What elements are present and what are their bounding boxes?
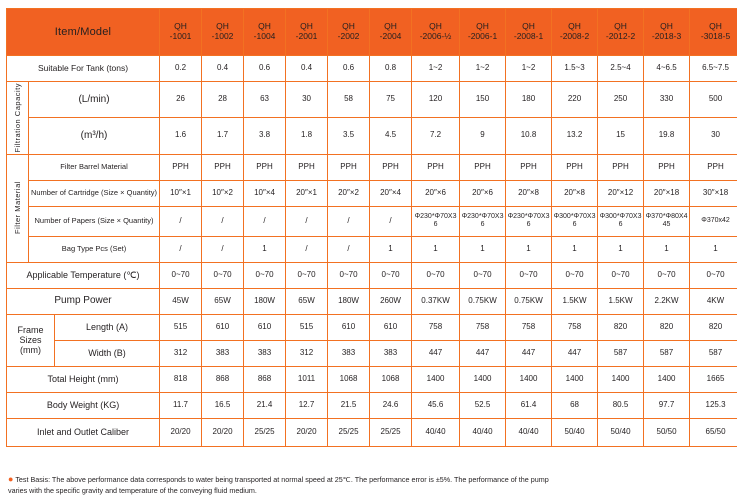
cell-value: 4.5 bbox=[370, 118, 412, 154]
cell-value: 120 bbox=[412, 82, 460, 118]
cell-value: 1 bbox=[244, 236, 286, 262]
cell-value: 20″×1 bbox=[286, 180, 328, 206]
cell-value: 820 bbox=[644, 314, 690, 340]
cell-value: 6.5~7.5 bbox=[690, 56, 737, 82]
header-model-11 bbox=[598, 9, 644, 56]
cell-value: 12.7 bbox=[286, 392, 328, 418]
cell-value: PPH bbox=[412, 154, 460, 180]
cell-value: 30 bbox=[286, 82, 328, 118]
cell-value: / bbox=[244, 206, 286, 236]
cell-value: 587 bbox=[598, 340, 644, 366]
cell-value: 0~70 bbox=[598, 262, 644, 288]
cell-value: 312 bbox=[160, 340, 202, 366]
cell-value: PPH bbox=[506, 154, 552, 180]
cell-value: 1.6 bbox=[160, 118, 202, 154]
model-line2: -1002 bbox=[211, 31, 234, 41]
cell-value: / bbox=[328, 236, 370, 262]
cell-value: 1011 bbox=[286, 366, 328, 392]
table-row-inlet-outlet-caliber bbox=[7, 418, 737, 446]
cell-value: 1068 bbox=[328, 366, 370, 392]
cell-value: 610 bbox=[202, 314, 244, 340]
cell-value: Φ230*Φ70X36 bbox=[506, 206, 552, 236]
cell-value: / bbox=[202, 206, 244, 236]
footnote bbox=[8, 475, 724, 496]
cell-value: / bbox=[286, 206, 328, 236]
table-row-length bbox=[7, 314, 737, 340]
cell-value: 1 bbox=[644, 236, 690, 262]
header-row bbox=[7, 9, 737, 56]
cell-value: 20″×8 bbox=[552, 180, 598, 206]
header-model-4 bbox=[286, 9, 328, 56]
cell-value: 24.6 bbox=[370, 392, 412, 418]
row-label-m3h: (m³/h) bbox=[29, 118, 160, 154]
cell-value: 20″×6 bbox=[460, 180, 506, 206]
cell-value: 447 bbox=[506, 340, 552, 366]
header-model-5 bbox=[328, 9, 370, 56]
model-line1: QH bbox=[216, 21, 229, 32]
row-label-pump-power: Pump Power bbox=[7, 288, 160, 314]
cell-value: 868 bbox=[202, 366, 244, 392]
cell-value: 250 bbox=[598, 82, 644, 118]
header-model-13 bbox=[690, 9, 737, 56]
model-line1: QH bbox=[258, 21, 271, 32]
cell-value: 63 bbox=[244, 82, 286, 118]
cell-value: 1 bbox=[690, 236, 737, 262]
cell-value: 1400 bbox=[598, 366, 644, 392]
cell-value: 68 bbox=[552, 392, 598, 418]
cell-value: / bbox=[160, 236, 202, 262]
model-line2: -1001 bbox=[169, 31, 192, 41]
row-label-number-of-cartridge: Number of Cartridge (Size × Quantity) bbox=[29, 180, 160, 206]
cell-value: 19.8 bbox=[644, 118, 690, 154]
model-line1: QH bbox=[660, 21, 673, 32]
table-row-filter-barrel-material bbox=[7, 154, 737, 180]
row-label-applicable-temperature: Applicable Temperature (℃) bbox=[7, 262, 160, 288]
cell-value: 0~70 bbox=[552, 262, 598, 288]
cell-value: 20/20 bbox=[160, 418, 202, 446]
cell-value: 20″×18 bbox=[644, 180, 690, 206]
cell-value: 1.5KW bbox=[552, 288, 598, 314]
cell-value: PPH bbox=[370, 154, 412, 180]
table-row-suitable-tank bbox=[7, 56, 737, 82]
cell-value: 0~70 bbox=[202, 262, 244, 288]
header-model-8 bbox=[460, 9, 506, 56]
model-line1: QH bbox=[174, 21, 187, 32]
table-row-number-of-cartridge bbox=[7, 180, 737, 206]
row-label-suitable-tank: Suitable For Tank (tons) bbox=[7, 56, 160, 82]
cell-value: 1 bbox=[598, 236, 644, 262]
footnote-line-1: Test Basis: The above performance data corresponds to water being transported at normal speed at 25℃. The performance error is ±5%. The performance of the pump bbox=[15, 475, 549, 485]
row-label-length: Length (A) bbox=[55, 314, 160, 340]
cell-value: 10″×4 bbox=[244, 180, 286, 206]
cell-value: Φ300*Φ70X36 bbox=[552, 206, 598, 236]
cell-value: 50/40 bbox=[552, 418, 598, 446]
cell-value: 1400 bbox=[552, 366, 598, 392]
cell-value: 1 bbox=[506, 236, 552, 262]
table-body bbox=[7, 56, 737, 447]
cell-value: 1 bbox=[552, 236, 598, 262]
model-line2: -2002 bbox=[337, 31, 360, 41]
cell-value: 20″×6 bbox=[412, 180, 460, 206]
model-line1: QH bbox=[429, 21, 442, 32]
cell-value: 10.8 bbox=[506, 118, 552, 154]
cell-value: 1~2 bbox=[506, 56, 552, 82]
cell-value: 1400 bbox=[460, 366, 506, 392]
footnote-line-2: varies with the specific gravity and temperature of the conveying fluid medium. bbox=[8, 485, 257, 495]
table-row-lmin bbox=[7, 82, 737, 118]
cell-value: 20/20 bbox=[286, 418, 328, 446]
cell-value: 330 bbox=[644, 82, 690, 118]
cell-value: 2.5~4 bbox=[598, 56, 644, 82]
cell-value: 180W bbox=[244, 288, 286, 314]
cell-value: 25/25 bbox=[244, 418, 286, 446]
cell-value: PPH bbox=[552, 154, 598, 180]
cell-value: PPH bbox=[202, 154, 244, 180]
cell-value: 0~70 bbox=[286, 262, 328, 288]
cell-value: 447 bbox=[460, 340, 506, 366]
header-model-1 bbox=[160, 9, 202, 56]
cell-value: 4~6.5 bbox=[644, 56, 690, 82]
row-label-filter-barrel-material: Filter Barrel Material bbox=[29, 154, 160, 180]
cell-value: 1400 bbox=[644, 366, 690, 392]
cell-value: 40/40 bbox=[506, 418, 552, 446]
cell-value: 0~70 bbox=[644, 262, 690, 288]
cell-value: 1.5KW bbox=[598, 288, 644, 314]
model-line1: QH bbox=[522, 21, 535, 32]
cell-value: 1.7 bbox=[202, 118, 244, 154]
cell-value: 0.4 bbox=[202, 56, 244, 82]
cell-value: 30 bbox=[690, 118, 737, 154]
cell-value: 383 bbox=[370, 340, 412, 366]
cell-value: 7.2 bbox=[412, 118, 460, 154]
model-line2: -2008-2 bbox=[559, 31, 590, 41]
cell-value: Φ370*Φ80X445 bbox=[644, 206, 690, 236]
cell-value: / bbox=[286, 236, 328, 262]
cell-value: 1400 bbox=[506, 366, 552, 392]
cell-value: 16.5 bbox=[202, 392, 244, 418]
model-line2: -2006-1 bbox=[467, 31, 498, 41]
header-model-6 bbox=[370, 9, 412, 56]
cell-value: 30″×18 bbox=[690, 180, 737, 206]
model-line2: -2012-2 bbox=[605, 31, 636, 41]
cell-value: / bbox=[202, 236, 244, 262]
cell-value: 3.8 bbox=[244, 118, 286, 154]
cell-value: 312 bbox=[286, 340, 328, 366]
cell-value: 10″×1 bbox=[160, 180, 202, 206]
cell-value: 0~70 bbox=[370, 262, 412, 288]
cell-value: 65/50 bbox=[690, 418, 737, 446]
cell-value: 758 bbox=[552, 314, 598, 340]
table-row-applicable-temperature bbox=[7, 262, 737, 288]
cell-value: 65W bbox=[202, 288, 244, 314]
cell-value: PPH bbox=[160, 154, 202, 180]
group-label-filter-material: Filter Material bbox=[7, 154, 29, 262]
cell-value: PPH bbox=[244, 154, 286, 180]
cell-value: 587 bbox=[644, 340, 690, 366]
cell-value: Φ370x42 bbox=[690, 206, 737, 236]
cell-value: Φ230*Φ70X36 bbox=[412, 206, 460, 236]
cell-value: 2.2KW bbox=[644, 288, 690, 314]
cell-value: 610 bbox=[370, 314, 412, 340]
cell-value: 25/25 bbox=[328, 418, 370, 446]
model-line1: QH bbox=[384, 21, 397, 32]
header-model-7 bbox=[412, 9, 460, 56]
cell-value: 1 bbox=[370, 236, 412, 262]
cell-value: 758 bbox=[460, 314, 506, 340]
cell-value: / bbox=[160, 206, 202, 236]
cell-value: 20″×2 bbox=[328, 180, 370, 206]
cell-value: 220 bbox=[552, 82, 598, 118]
cell-value: 0~70 bbox=[460, 262, 506, 288]
cell-value: 20″×4 bbox=[370, 180, 412, 206]
cell-value: 58 bbox=[328, 82, 370, 118]
table-row-total-height bbox=[7, 366, 737, 392]
cell-value: 9 bbox=[460, 118, 506, 154]
cell-value: 1.8 bbox=[286, 118, 328, 154]
cell-value: 758 bbox=[412, 314, 460, 340]
model-line2: -3018-5 bbox=[700, 31, 731, 41]
model-line1: QH bbox=[614, 21, 627, 32]
cell-value: 25/25 bbox=[370, 418, 412, 446]
cell-value: 21.4 bbox=[244, 392, 286, 418]
cell-value: 4KW bbox=[690, 288, 737, 314]
row-label-lmin: (L/min) bbox=[29, 82, 160, 118]
model-line2: -2008-1 bbox=[513, 31, 544, 41]
cell-value: 383 bbox=[328, 340, 370, 366]
cell-value: 1 bbox=[412, 236, 460, 262]
cell-value: PPH bbox=[690, 154, 737, 180]
model-line2: -2018-3 bbox=[651, 31, 682, 41]
cell-value: 1~2 bbox=[412, 56, 460, 82]
cell-value: 20″×12 bbox=[598, 180, 644, 206]
header-model-2 bbox=[202, 9, 244, 56]
row-label-total-height: Total Height (mm) bbox=[7, 366, 160, 392]
cell-value: 0.75KW bbox=[460, 288, 506, 314]
cell-value: 610 bbox=[328, 314, 370, 340]
cell-value: 515 bbox=[160, 314, 202, 340]
cell-value: 21.5 bbox=[328, 392, 370, 418]
cell-value: 180 bbox=[506, 82, 552, 118]
row-label-inlet-outlet-caliber: Inlet and Outlet Caliber bbox=[7, 418, 160, 446]
cell-value: 1 bbox=[460, 236, 506, 262]
cell-value: 447 bbox=[412, 340, 460, 366]
cell-value: PPH bbox=[644, 154, 690, 180]
cell-value: 500 bbox=[690, 82, 737, 118]
cell-value: 45W bbox=[160, 288, 202, 314]
table-row-width bbox=[7, 340, 737, 366]
cell-value: 610 bbox=[244, 314, 286, 340]
cell-value: 40/40 bbox=[412, 418, 460, 446]
model-line2: -2001 bbox=[295, 31, 318, 41]
cell-value: 0.6 bbox=[328, 56, 370, 82]
cell-value: 383 bbox=[244, 340, 286, 366]
cell-value: 383 bbox=[202, 340, 244, 366]
cell-value: 180W bbox=[328, 288, 370, 314]
row-label-bag-type-pcs: Bag Type Pcs (Set) bbox=[29, 236, 160, 262]
cell-value: 0.6 bbox=[244, 56, 286, 82]
cell-value: 0~70 bbox=[412, 262, 460, 288]
cell-value: 97.7 bbox=[644, 392, 690, 418]
model-line1: QH bbox=[476, 21, 489, 32]
cell-value: 0.4 bbox=[286, 56, 328, 82]
cell-value: 40/40 bbox=[460, 418, 506, 446]
table-row-body-weight bbox=[7, 392, 737, 418]
cell-value: 0.37KW bbox=[412, 288, 460, 314]
header-item-model: Item/Model bbox=[7, 9, 160, 56]
cell-value: 868 bbox=[244, 366, 286, 392]
cell-value: 1.5~3 bbox=[552, 56, 598, 82]
model-line2: -1004 bbox=[253, 31, 276, 41]
group-label-filtration-capacity: Filtration Capacity bbox=[7, 82, 29, 155]
cell-value: 65W bbox=[286, 288, 328, 314]
cell-value: / bbox=[328, 206, 370, 236]
table-header bbox=[7, 9, 737, 56]
cell-value: 0~70 bbox=[690, 262, 737, 288]
cell-value: 15 bbox=[598, 118, 644, 154]
cell-value: 80.5 bbox=[598, 392, 644, 418]
cell-value: 50/40 bbox=[598, 418, 644, 446]
cell-value: 10″×2 bbox=[202, 180, 244, 206]
cell-value: 0~70 bbox=[244, 262, 286, 288]
cell-value: 75 bbox=[370, 82, 412, 118]
header-model-9 bbox=[506, 9, 552, 56]
table-row-pump-power bbox=[7, 288, 737, 314]
model-line1: QH bbox=[300, 21, 313, 32]
cell-value: 820 bbox=[690, 314, 737, 340]
header-model-12 bbox=[644, 9, 690, 56]
cell-value: 515 bbox=[286, 314, 328, 340]
cell-value: 3.5 bbox=[328, 118, 370, 154]
model-line2: -2006-½ bbox=[419, 31, 452, 41]
table-row-bag-type-pcs bbox=[7, 236, 737, 262]
cell-value: 26 bbox=[160, 82, 202, 118]
cell-value: 0~70 bbox=[160, 262, 202, 288]
group-label-frame-sizes: Frame Sizes (mm) bbox=[7, 314, 55, 366]
cell-value: 61.4 bbox=[506, 392, 552, 418]
model-line1: QH bbox=[568, 21, 581, 32]
cell-value: 0.8 bbox=[370, 56, 412, 82]
cell-value: 20″×8 bbox=[506, 180, 552, 206]
bullet-icon: ● bbox=[8, 474, 14, 485]
cell-value: 1~2 bbox=[460, 56, 506, 82]
header-model-3 bbox=[244, 9, 286, 56]
cell-value: 818 bbox=[160, 366, 202, 392]
table-row-m3h bbox=[7, 118, 737, 154]
cell-value: 587 bbox=[690, 340, 737, 366]
cell-value: 0~70 bbox=[328, 262, 370, 288]
model-line2: -2004 bbox=[379, 31, 402, 41]
row-label-width: Width (B) bbox=[55, 340, 160, 366]
cell-value: 1665 bbox=[690, 366, 737, 392]
cell-value: PPH bbox=[460, 154, 506, 180]
cell-value: 0~70 bbox=[506, 262, 552, 288]
cell-value: 20/20 bbox=[202, 418, 244, 446]
specification-table bbox=[6, 8, 737, 447]
cell-value: 150 bbox=[460, 82, 506, 118]
cell-value: 125.3 bbox=[690, 392, 737, 418]
cell-value: 0.75KW bbox=[506, 288, 552, 314]
cell-value: Φ300*Φ70X36 bbox=[598, 206, 644, 236]
cell-value: 758 bbox=[506, 314, 552, 340]
cell-value: PPH bbox=[598, 154, 644, 180]
cell-value: PPH bbox=[328, 154, 370, 180]
model-line1: QH bbox=[709, 21, 722, 32]
cell-value: 52.5 bbox=[460, 392, 506, 418]
cell-value: 45.6 bbox=[412, 392, 460, 418]
cell-value: 0.2 bbox=[160, 56, 202, 82]
cell-value: 820 bbox=[598, 314, 644, 340]
cell-value: 50/50 bbox=[644, 418, 690, 446]
cell-value: 28 bbox=[202, 82, 244, 118]
cell-value: 1400 bbox=[412, 366, 460, 392]
row-label-number-of-papers: Number of Papers (Size × Quantity) bbox=[29, 206, 160, 236]
row-label-body-weight: Body Weight (KG) bbox=[7, 392, 160, 418]
table-row-number-of-papers bbox=[7, 206, 737, 236]
cell-value: 1068 bbox=[370, 366, 412, 392]
cell-value: 260W bbox=[370, 288, 412, 314]
cell-value: 11.7 bbox=[160, 392, 202, 418]
cell-value: 13.2 bbox=[552, 118, 598, 154]
cell-value: PPH bbox=[286, 154, 328, 180]
header-model-10 bbox=[552, 9, 598, 56]
model-line1: QH bbox=[342, 21, 355, 32]
cell-value: / bbox=[370, 206, 412, 236]
cell-value: Φ230*Φ70X36 bbox=[460, 206, 506, 236]
cell-value: 447 bbox=[552, 340, 598, 366]
